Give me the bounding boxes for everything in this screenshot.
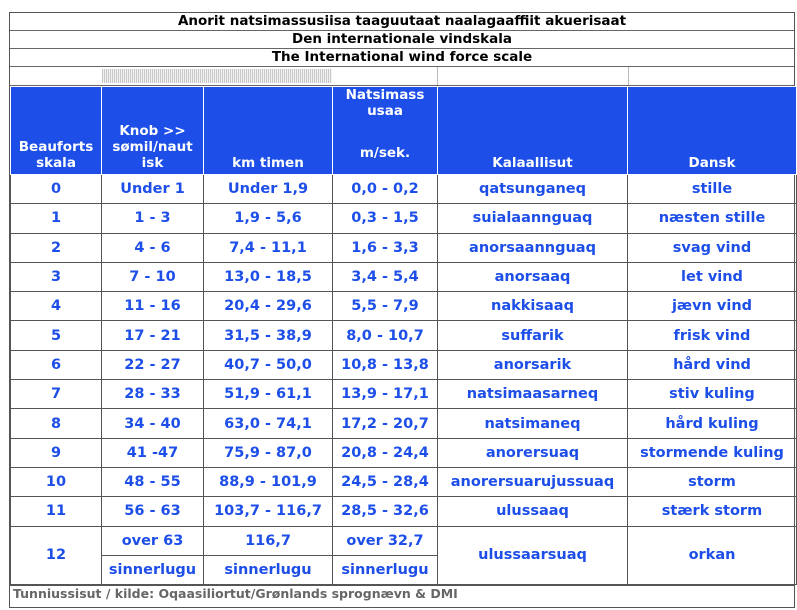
cell-knob: 22 - 27	[102, 350, 204, 379]
cell-kmh: 63,0 - 74,1	[204, 409, 333, 438]
header-kalaallisut	[438, 87, 628, 175]
cell-beaufort: 7	[11, 380, 102, 409]
cell-beaufort: 11	[11, 497, 102, 526]
cell-dansk: let vind	[628, 262, 797, 291]
cell-ms: 1,6 - 3,3	[333, 233, 438, 262]
cell-kmh: 103,7 - 116,7	[204, 497, 333, 526]
cell-ms: 13,9 - 17,1	[333, 380, 438, 409]
header-knob-line2: sømil/naut	[112, 139, 193, 155]
cell-kmh: 75,9 - 87,0	[204, 438, 333, 467]
header-ms-unit: m/sek.	[359, 145, 411, 161]
cell-dansk: stille	[628, 175, 797, 204]
cell-kalaallisut: suffarik	[438, 321, 628, 350]
cell-knob: 7 - 10	[102, 262, 204, 291]
cell-kalaallisut: anorsaaq	[438, 262, 628, 291]
cell-knob: 28 - 33	[102, 380, 204, 409]
cell-dansk: jævn vind	[628, 292, 797, 321]
table-row	[11, 380, 797, 409]
table-row	[11, 467, 797, 496]
cell-dansk: stærk storm	[628, 497, 797, 526]
cell-kmh: 31,5 - 38,9	[204, 321, 333, 350]
table-row-12-top	[11, 526, 797, 555]
cell-ms: 10,8 - 13,8	[333, 350, 438, 379]
header-kmh-label: km timen	[232, 155, 304, 171]
cell-knob: sinnerlugu	[102, 555, 204, 584]
cell-kmh: 51,9 - 61,1	[204, 380, 333, 409]
cell-dansk: orkan	[628, 526, 797, 585]
cell-ms: 3,4 - 5,4	[333, 262, 438, 291]
header-knob-line3: isk	[141, 155, 164, 171]
cell-kalaallisut: ulussaarsuaq	[438, 526, 628, 585]
cell-ms: 8,0 - 10,7	[333, 321, 438, 350]
cell-kmh: Under 1,9	[204, 175, 333, 204]
header-dansk-label: Dansk	[688, 155, 736, 171]
cell-beaufort: 3	[11, 262, 102, 291]
cell-knob: 48 - 55	[102, 467, 204, 496]
table-row	[11, 175, 797, 204]
hatched-cell	[102, 69, 332, 83]
table-row	[11, 262, 797, 291]
cell-knob: over 63	[102, 526, 204, 555]
cell-kalaallisut: anorsaannguaq	[438, 233, 628, 262]
cell-kmh: sinnerlugu	[204, 555, 333, 584]
cell-kmh: 116,7	[204, 526, 333, 555]
cell-kmh: 40,7 - 50,0	[204, 350, 333, 379]
header-kmh	[204, 87, 333, 175]
cell-knob: 41 -47	[102, 438, 204, 467]
cell-kalaallisut: suialaannguaq	[438, 204, 628, 233]
table-row	[11, 438, 797, 467]
header-beaufort-line2: skala	[36, 155, 76, 171]
cell-beaufort: 6	[11, 350, 102, 379]
cell-kalaallisut: natsimaasarneq	[438, 380, 628, 409]
cell-kmh: 88,9 - 101,9	[204, 467, 333, 496]
source-note: Tunniussisut / kilde: Oqaasiliortut/Grønlands sprognævn & DMI	[10, 585, 794, 601]
cell-beaufort: 2	[11, 233, 102, 262]
cell-ms: 28,5 - 32,6	[333, 497, 438, 526]
cell-knob: Under 1	[102, 175, 204, 204]
cell-divider	[437, 67, 438, 85]
cell-ms: sinnerlugu	[333, 555, 438, 584]
cell-dansk: storm	[628, 467, 797, 496]
cell-kmh: 1,9 - 5,6	[204, 204, 333, 233]
cell-ms: 0,0 - 0,2	[333, 175, 438, 204]
header-beaufort-line1: Beauforts	[18, 139, 94, 155]
cell-knob: 56 - 63	[102, 497, 204, 526]
header-kalaallisut-label: Kalaallisut	[492, 155, 573, 171]
cell-beaufort: 9	[11, 438, 102, 467]
cell-dansk: stormende kuling	[628, 438, 797, 467]
table-row	[11, 292, 797, 321]
cell-kmh: 7,4 - 11,1	[204, 233, 333, 262]
cell-knob: 1 - 3	[102, 204, 204, 233]
cell-kmh: 20,4 - 29,6	[204, 292, 333, 321]
header-row	[11, 87, 797, 175]
cell-kalaallisut: ulussaaq	[438, 497, 628, 526]
table-row	[11, 350, 797, 379]
wind-scale-sheet	[9, 12, 795, 608]
cell-dansk: svag vind	[628, 233, 797, 262]
cell-dansk: hård kuling	[628, 409, 797, 438]
cell-dansk: stiv kuling	[628, 380, 797, 409]
cell-ms: 5,5 - 7,9	[333, 292, 438, 321]
cell-ms: 24,5 - 28,4	[333, 467, 438, 496]
title-greenlandic: Anorit natsimassusiisa taaguutaat naalagaaffiit akuerisaat	[10, 13, 794, 31]
cell-ms: 20,8 - 24,4	[333, 438, 438, 467]
table-row	[11, 497, 797, 526]
cell-knob: 17 - 21	[102, 321, 204, 350]
cell-kalaallisut: nakkisaaq	[438, 292, 628, 321]
cell-beaufort: 1	[11, 204, 102, 233]
table-row	[11, 409, 797, 438]
title-danish: Den internationale vindskala	[10, 31, 794, 49]
cell-dansk: frisk vind	[628, 321, 797, 350]
cell-dansk: næsten stille	[628, 204, 797, 233]
table-row	[11, 321, 797, 350]
title-english: The International wind force scale	[10, 49, 794, 67]
cell-ms: 17,2 - 20,7	[333, 409, 438, 438]
cell-divider	[628, 67, 629, 85]
cell-ms: over 32,7	[333, 526, 438, 555]
cell-knob: 4 - 6	[102, 233, 204, 262]
cell-kalaallisut: anorsarik	[438, 350, 628, 379]
cell-kalaallisut: anorersuaq	[438, 438, 628, 467]
header-beaufort	[11, 87, 102, 175]
header-dansk	[628, 87, 797, 175]
header-ms-line2: usaa	[367, 103, 403, 119]
cell-kalaallisut: qatsunganeq	[438, 175, 628, 204]
cell-kalaallisut: natsimaneq	[438, 409, 628, 438]
table-row	[11, 204, 797, 233]
wind-scale-table	[10, 86, 797, 585]
cell-beaufort: 4	[11, 292, 102, 321]
header-ms	[333, 87, 438, 175]
cell-kmh: 13,0 - 18,5	[204, 262, 333, 291]
cell-beaufort: 10	[11, 467, 102, 496]
header-ms-line1: Natsimass	[345, 87, 425, 103]
cell-kalaallisut: anorersuarujussuaq	[438, 467, 628, 496]
cell-knob: 34 - 40	[102, 409, 204, 438]
cell-beaufort: 5	[11, 321, 102, 350]
header-knob-line1: Knob >>	[119, 123, 186, 139]
spacer-row	[10, 67, 794, 86]
header-knob	[102, 87, 204, 175]
cell-ms: 0,3 - 1,5	[333, 204, 438, 233]
cell-beaufort: 8	[11, 409, 102, 438]
cell-beaufort: 0	[11, 175, 102, 204]
cell-knob: 11 - 16	[102, 292, 204, 321]
table-row	[11, 233, 797, 262]
cell-dansk: hård vind	[628, 350, 797, 379]
cell-beaufort: 12	[11, 526, 102, 585]
